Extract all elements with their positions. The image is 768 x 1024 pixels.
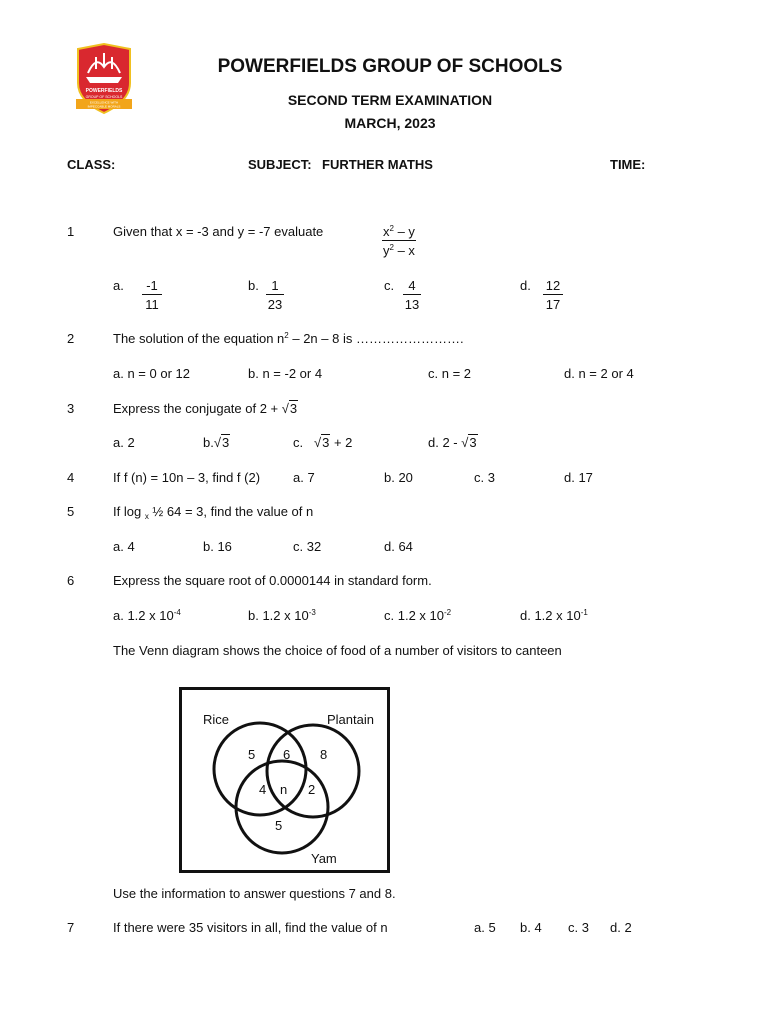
question-number: 2 [67, 331, 75, 346]
venn-region-rice-only: 5 [248, 747, 256, 762]
option[interactable]: d. 2 [610, 920, 632, 935]
venn-circle-rice [214, 723, 306, 815]
question-number: 7 [67, 920, 75, 935]
option[interactable]: c. 3 [568, 920, 589, 935]
venn-label-rice: Rice [203, 712, 230, 727]
option[interactable]: b. 20 [384, 470, 413, 485]
question-text: The solution of the equation $n^2 - 2n - 8$ is ……………………. [113, 331, 464, 346]
time-label: TIME: [610, 157, 646, 172]
option[interactable]: b. n = -2 or 4 [248, 366, 323, 381]
svg-text:EXCELLENCE WITH: EXCELLENCE WITH [89, 100, 119, 105]
option-label: b. [248, 278, 259, 293]
school-name: POWERFIELDS GROUP OF SCHOOLS [217, 56, 563, 77]
option-fraction[interactable]: $\frac{1}{23}$ [267, 278, 283, 312]
venn-label-plantain: Plantain [327, 712, 374, 727]
option[interactable]: d. 17 [564, 470, 593, 485]
option[interactable]: c. √3 + 2 [293, 435, 353, 450]
venn-region-plantain-yam: 2 [308, 782, 316, 797]
question-number: 3 [67, 401, 75, 416]
venn-region-rice-yam: 4 [259, 782, 267, 797]
square-root: √3 [281, 401, 298, 416]
venn-circle-plantain [267, 725, 359, 817]
option[interactable]: c. 32 [293, 539, 322, 554]
option-label: d. [520, 278, 531, 293]
option-label: c. [384, 278, 395, 293]
question-text: Express the conjugate of 2 + √3 [113, 401, 298, 416]
svg-text:POWERFIELDS: POWERFIELDS [85, 88, 123, 94]
option-fraction[interactable]: $\frac{12}{17}$ [543, 278, 563, 312]
option-label: a. [113, 278, 124, 293]
option[interactable]: b. 1.2 x $10^{-3}$ [248, 608, 316, 623]
question-number: 6 [67, 573, 75, 588]
option[interactable]: d. 1.2 x $10^{-1}$ [520, 608, 588, 623]
option[interactable]: d. 64 [384, 539, 413, 554]
subject-label: SUBJECT: [248, 157, 312, 172]
venn-intro-text: The Venn diagram shows the choice of food of a number of visitors to canteen [113, 643, 562, 658]
option[interactable]: c. 3 [474, 470, 495, 485]
option[interactable]: a. 7 [293, 470, 315, 485]
svg-text:GROUP OF SCHOOLS: GROUP OF SCHOOLS [85, 95, 123, 99]
option[interactable]: a. 5 [474, 920, 496, 935]
option[interactable]: d. 2 - √3 [428, 435, 477, 450]
option[interactable]: a. 2 [113, 435, 135, 450]
expression-fraction: $\frac{x^2 - y}{y^2 - x}$ [383, 224, 415, 258]
venn-label-yam: Yam [311, 851, 337, 866]
option-fraction[interactable]: $\frac{-1}{11}$ [142, 278, 162, 312]
question-number: 4 [67, 470, 75, 485]
question-text: If there were 35 visitors in all, find the value of n [113, 920, 388, 935]
option[interactable]: a. n = 0 or 12 [113, 366, 190, 381]
question-text: Given that x = -3 and y = -7 evaluate [113, 224, 324, 239]
question-number: 5 [67, 504, 75, 519]
venn-region-yam-only: 5 [275, 818, 283, 833]
option[interactable]: c. n = 2 [428, 366, 471, 381]
option-fraction[interactable]: $\frac{4}{13}$ [404, 278, 420, 312]
option[interactable]: a. 4 [113, 539, 135, 554]
option[interactable]: b. 4 [520, 920, 542, 935]
venn-circle-yam [236, 761, 328, 853]
venn-region-plantain-only: 8 [320, 747, 328, 762]
venn-region-all-three: n [280, 782, 288, 797]
option[interactable]: b. 16 [203, 539, 232, 554]
question-text: If log $_x$ ½ 64 = 3, find the value of n [113, 504, 314, 521]
svg-text:IMPECCABLE MORALS: IMPECCABLE MORALS [87, 104, 121, 109]
venn-region-rice-plantain: 6 [283, 747, 291, 762]
option[interactable]: c. 1.2 x $10^{-2}$ [384, 608, 452, 623]
venn-instruction-text: Use the information to answer questions 7 and 8. [113, 886, 396, 901]
class-label: CLASS: [67, 157, 116, 172]
exam-date: MARCH, 2023 [344, 115, 436, 131]
subject-value: FURTHER MATHS [322, 157, 433, 172]
exam-title: SECOND TERM EXAMINATION [287, 92, 493, 108]
question-text: Express the square root of 0.0000144 in standard form. [113, 573, 432, 588]
option[interactable]: b.√3 [203, 435, 230, 450]
option[interactable]: a. 1.2 x $10^{-4}$ [113, 608, 181, 623]
question-text: If f (n) = 10n – 3, find f (2) [113, 470, 261, 485]
question-number: 1 [67, 224, 75, 239]
option[interactable]: d. n = 2 or 4 [564, 366, 634, 381]
